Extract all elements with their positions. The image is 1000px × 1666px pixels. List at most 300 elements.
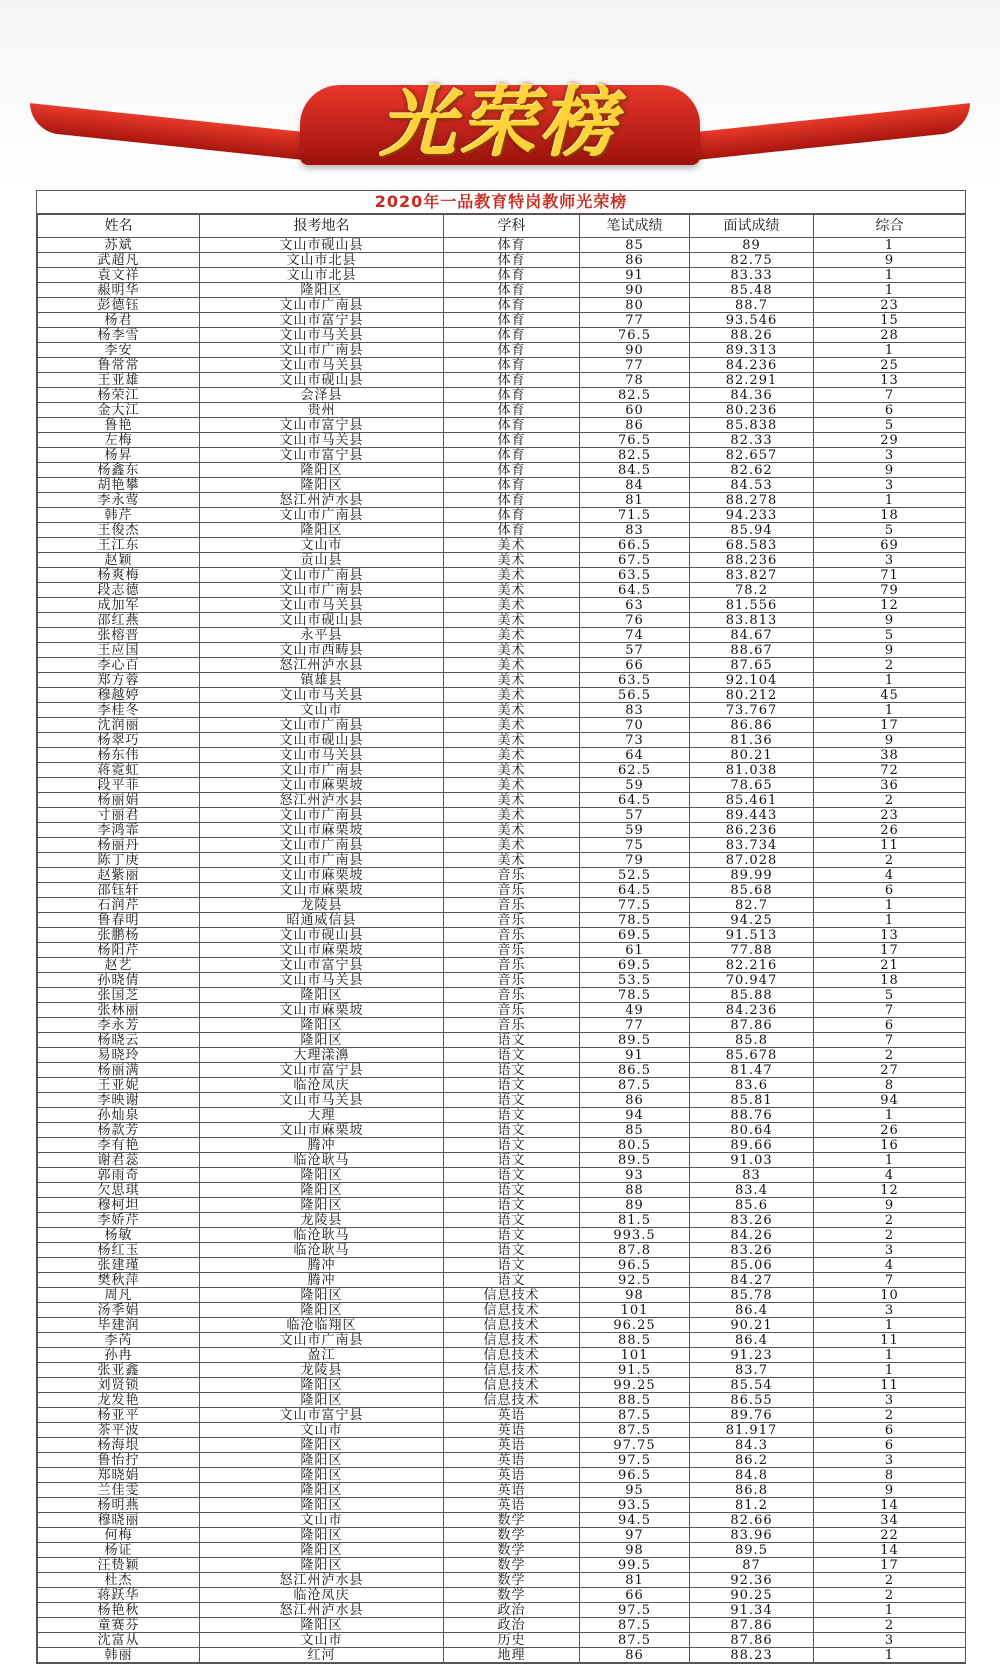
cell-written-score: 86.5 [580, 1063, 690, 1078]
cell-subject: 美术 [444, 763, 580, 778]
cell-written-score: 92.5 [580, 1273, 690, 1288]
table-row [38, 388, 966, 403]
cell-name: 杨爽梅 [38, 568, 200, 583]
cell-location: 贵州 [200, 403, 444, 418]
cell-overall: 13 [814, 373, 966, 388]
cell-overall: 3 [814, 1243, 966, 1258]
cell-written-score: 97.5 [580, 1603, 690, 1618]
cell-name: 赵紫丽 [38, 868, 200, 883]
cell-overall: 3 [814, 553, 966, 568]
cell-written-score: 56.5 [580, 688, 690, 703]
cell-subject: 数学 [444, 1513, 580, 1528]
cell-subject: 语文 [444, 1228, 580, 1243]
cell-overall: 17 [814, 943, 966, 958]
cell-overall: 12 [814, 1183, 966, 1198]
cell-subject: 美术 [444, 673, 580, 688]
cell-written-score: 63 [580, 598, 690, 613]
cell-written-score: 87.5 [580, 1078, 690, 1093]
cell-name: 孙冉 [38, 1348, 200, 1363]
cell-written-score: 97.5 [580, 1453, 690, 1468]
table-row [38, 253, 966, 268]
cell-subject: 音乐 [444, 883, 580, 898]
cell-subject: 语文 [444, 1078, 580, 1093]
cell-subject: 美术 [444, 643, 580, 658]
cell-location: 临沧凤庆 [200, 1078, 444, 1093]
cell-overall: 29 [814, 433, 966, 448]
header-interview-score: 面试成绩 [690, 215, 814, 238]
table-row [38, 1003, 966, 1018]
table-row [38, 658, 966, 673]
cell-interview-score: 83.96 [690, 1528, 814, 1543]
banner [0, 0, 1000, 190]
cell-subject: 信息技术 [444, 1363, 580, 1378]
cell-location: 贡山县 [200, 553, 444, 568]
cell-location: 会泽县 [200, 388, 444, 403]
cell-subject: 语文 [444, 1063, 580, 1078]
table-row [38, 838, 966, 853]
cell-interview-score: 84.236 [690, 1003, 814, 1018]
cell-subject: 语文 [444, 1033, 580, 1048]
cell-name: 赵颖 [38, 553, 200, 568]
cell-interview-score: 86.4 [690, 1303, 814, 1318]
cell-name: 杨证 [38, 1543, 200, 1558]
cell-location: 隆阳区 [200, 1468, 444, 1483]
cell-interview-score: 89.99 [690, 868, 814, 883]
table-row [38, 808, 966, 823]
cell-interview-score: 88.26 [690, 328, 814, 343]
cell-written-score: 83 [580, 703, 690, 718]
cell-interview-score: 89.66 [690, 1138, 814, 1153]
table-row [38, 1123, 966, 1138]
cell-interview-score: 85.8 [690, 1033, 814, 1048]
cell-subject: 音乐 [444, 958, 580, 973]
cell-written-score: 993.5 [580, 1228, 690, 1243]
cell-overall: 3 [814, 1453, 966, 1468]
table-row [38, 1453, 966, 1468]
cell-interview-score: 77.88 [690, 943, 814, 958]
table-row [38, 1633, 966, 1648]
table-row [38, 1153, 966, 1168]
cell-subject: 音乐 [444, 988, 580, 1003]
table-row [38, 1378, 966, 1393]
cell-interview-score: 86.86 [690, 718, 814, 733]
cell-written-score: 57 [580, 643, 690, 658]
cell-written-score: 69.5 [580, 958, 690, 973]
cell-name: 石润芹 [38, 898, 200, 913]
table-row [38, 1363, 966, 1378]
cell-subject: 语文 [444, 1273, 580, 1288]
cell-interview-score: 80.64 [690, 1123, 814, 1138]
cell-interview-score: 85.94 [690, 523, 814, 538]
cell-overall: 7 [814, 1003, 966, 1018]
cell-interview-score: 84.236 [690, 358, 814, 373]
cell-name: 杨李雪 [38, 328, 200, 343]
cell-name: 郭雨奇 [38, 1168, 200, 1183]
cell-overall: 2 [814, 1588, 966, 1603]
table-row [38, 508, 966, 523]
cell-overall: 1 [814, 1108, 966, 1123]
cell-interview-score: 91.03 [690, 1153, 814, 1168]
table-row [38, 1018, 966, 1033]
cell-name: 兰佳雯 [38, 1483, 200, 1498]
cell-subject: 信息技术 [444, 1318, 580, 1333]
cell-subject: 美术 [444, 538, 580, 553]
cell-name: 杨昇 [38, 448, 200, 463]
table-row [38, 718, 966, 733]
cell-interview-score: 91.34 [690, 1603, 814, 1618]
cell-location: 文山市富宁县 [200, 418, 444, 433]
cell-interview-score: 82.66 [690, 1513, 814, 1528]
header-location: 报考地名 [200, 215, 444, 238]
cell-overall: 7 [814, 1033, 966, 1048]
cell-written-score: 85 [580, 1123, 690, 1138]
cell-name: 张林丽 [38, 1003, 200, 1018]
cell-location: 文山市马关县 [200, 688, 444, 703]
cell-location: 盈江 [200, 1348, 444, 1363]
cell-location: 文山市麻栗坡 [200, 778, 444, 793]
cell-written-score: 87.8 [580, 1243, 690, 1258]
cell-overall: 9 [814, 613, 966, 628]
cell-location: 隆阳区 [200, 523, 444, 538]
cell-subject: 语文 [444, 1198, 580, 1213]
cell-overall: 21 [814, 958, 966, 973]
cell-location: 文山市砚山县 [200, 238, 444, 253]
table-row [38, 1423, 966, 1438]
cell-location: 文山市砚山县 [200, 613, 444, 628]
cell-subject: 美术 [444, 688, 580, 703]
cell-overall: 6 [814, 1423, 966, 1438]
cell-name: 鲁春明 [38, 913, 200, 928]
cell-interview-score: 82.75 [690, 253, 814, 268]
cell-interview-score: 83 [690, 1168, 814, 1183]
table-row [38, 418, 966, 433]
cell-name: 杨敏 [38, 1228, 200, 1243]
cell-written-score: 64 [580, 748, 690, 763]
cell-location: 怒江州泸水县 [200, 793, 444, 808]
cell-written-score: 94.5 [580, 1513, 690, 1528]
table-row [38, 1393, 966, 1408]
cell-written-score: 64.5 [580, 793, 690, 808]
table-row [38, 928, 966, 943]
cell-overall: 4 [814, 868, 966, 883]
cell-interview-score: 78.2 [690, 583, 814, 598]
cell-location: 文山市砚山县 [200, 733, 444, 748]
cell-name: 张亚鑫 [38, 1363, 200, 1378]
cell-location: 大理漾濞 [200, 1048, 444, 1063]
cell-name: 王应国 [38, 643, 200, 658]
table-row [38, 733, 966, 748]
cell-written-score: 52.5 [580, 868, 690, 883]
cell-written-score: 62.5 [580, 763, 690, 778]
table-row [38, 1588, 966, 1603]
cell-name: 杨丽丹 [38, 838, 200, 853]
cell-interview-score: 84.36 [690, 388, 814, 403]
cell-location: 隆阳区 [200, 1528, 444, 1543]
cell-name: 杨明燕 [38, 1498, 200, 1513]
cell-name: 王亚妮 [38, 1078, 200, 1093]
cell-subject: 音乐 [444, 1003, 580, 1018]
table-row [38, 1168, 966, 1183]
cell-overall: 2 [814, 1228, 966, 1243]
table-row [38, 448, 966, 463]
cell-subject: 美术 [444, 838, 580, 853]
table-row [38, 1318, 966, 1333]
cell-written-score: 90 [580, 283, 690, 298]
cell-subject: 语文 [444, 1108, 580, 1123]
cell-location: 隆阳区 [200, 1498, 444, 1513]
cell-interview-score: 86.8 [690, 1483, 814, 1498]
cell-name: 杨海垠 [38, 1438, 200, 1453]
cell-interview-score: 78.65 [690, 778, 814, 793]
cell-overall: 11 [814, 1333, 966, 1348]
table-row [38, 463, 966, 478]
cell-subject: 语文 [444, 1123, 580, 1138]
cell-written-score: 59 [580, 778, 690, 793]
cell-name: 邵钰轩 [38, 883, 200, 898]
cell-written-score: 77 [580, 1018, 690, 1033]
cell-name: 杨艳秋 [38, 1603, 200, 1618]
cell-name: 李安 [38, 343, 200, 358]
cell-overall: 13 [814, 928, 966, 943]
cell-overall: 38 [814, 748, 966, 763]
cell-written-score: 101 [580, 1303, 690, 1318]
cell-interview-score: 88.278 [690, 493, 814, 508]
cell-interview-score: 73.767 [690, 703, 814, 718]
cell-overall: 17 [814, 1558, 966, 1573]
cell-overall: 9 [814, 643, 966, 658]
table-row [38, 1498, 966, 1513]
cell-interview-score: 81.47 [690, 1063, 814, 1078]
cell-interview-score: 85.68 [690, 883, 814, 898]
cell-interview-score: 88.236 [690, 553, 814, 568]
cell-written-score: 67.5 [580, 553, 690, 568]
cell-written-score: 98 [580, 1288, 690, 1303]
cell-overall: 26 [814, 1123, 966, 1138]
table-row [38, 1573, 966, 1588]
cell-overall: 23 [814, 298, 966, 313]
cell-overall: 1 [814, 343, 966, 358]
cell-overall: 5 [814, 628, 966, 643]
cell-name: 赵艺 [38, 958, 200, 973]
table-row [38, 943, 966, 958]
cell-name: 童赛芬 [38, 1618, 200, 1633]
cell-written-score: 96.5 [580, 1468, 690, 1483]
table-row [38, 1528, 966, 1543]
cell-name: 陈丁庚 [38, 853, 200, 868]
cell-location: 隆阳区 [200, 1438, 444, 1453]
cell-location: 文山市广南县 [200, 298, 444, 313]
cell-interview-score: 87.65 [690, 658, 814, 673]
cell-subject: 美术 [444, 733, 580, 748]
cell-name: 穆柯坦 [38, 1198, 200, 1213]
cell-written-score: 57 [580, 808, 690, 823]
table-row [38, 1333, 966, 1348]
cell-name: 杨亚平 [38, 1408, 200, 1423]
cell-written-score: 64.5 [580, 883, 690, 898]
cell-name: 易晓玲 [38, 1048, 200, 1063]
cell-subject: 美术 [444, 778, 580, 793]
cell-name: 杜杰 [38, 1573, 200, 1588]
cell-written-score: 82.5 [580, 388, 690, 403]
cell-name: 沈富从 [38, 1633, 200, 1648]
cell-overall: 10 [814, 1288, 966, 1303]
cell-name: 刘贤锁 [38, 1378, 200, 1393]
cell-subject: 语文 [444, 1138, 580, 1153]
cell-interview-score: 84.27 [690, 1273, 814, 1288]
cell-overall: 9 [814, 1483, 966, 1498]
cell-location: 大理 [200, 1108, 444, 1123]
cell-location: 龙陵县 [200, 898, 444, 913]
cell-overall: 8 [814, 1468, 966, 1483]
cell-location: 昭通威信县 [200, 913, 444, 928]
cell-name: 郑晓娟 [38, 1468, 200, 1483]
cell-interview-score: 82.7 [690, 898, 814, 913]
cell-written-score: 78.5 [580, 988, 690, 1003]
header-subject: 学科 [444, 215, 580, 238]
cell-overall: 28 [814, 328, 966, 343]
cell-written-score: 99.5 [580, 1558, 690, 1573]
cell-subject: 体育 [444, 238, 580, 253]
cell-interview-score: 82.657 [690, 448, 814, 463]
cell-location: 临沧耿马 [200, 1243, 444, 1258]
cell-overall: 1 [814, 1363, 966, 1378]
table-row [38, 1198, 966, 1213]
table-row [38, 1258, 966, 1273]
cell-overall: 2 [814, 1408, 966, 1423]
cell-subject: 美术 [444, 628, 580, 643]
cell-subject: 语文 [444, 1093, 580, 1108]
cell-location: 文山市 [200, 1633, 444, 1648]
cell-location: 隆阳区 [200, 463, 444, 478]
cell-subject: 美术 [444, 613, 580, 628]
cell-subject: 音乐 [444, 1018, 580, 1033]
cell-location: 文山市富宁县 [200, 313, 444, 328]
cell-interview-score: 85.461 [690, 793, 814, 808]
cell-written-score: 96.5 [580, 1258, 690, 1273]
table-row [38, 1078, 966, 1093]
cell-location: 文山市广南县 [200, 568, 444, 583]
cell-location: 文山市麻栗坡 [200, 1003, 444, 1018]
cell-written-score: 87.5 [580, 1633, 690, 1648]
cell-interview-score: 89 [690, 238, 814, 253]
cell-interview-score: 87.86 [690, 1633, 814, 1648]
table-row [38, 313, 966, 328]
cell-written-score: 61 [580, 943, 690, 958]
cell-interview-score: 84.26 [690, 1228, 814, 1243]
cell-written-score: 71.5 [580, 508, 690, 523]
cell-interview-score: 87.86 [690, 1018, 814, 1033]
cell-subject: 美术 [444, 718, 580, 733]
cell-interview-score: 86.4 [690, 1333, 814, 1348]
cell-subject: 语文 [444, 1213, 580, 1228]
table-row [38, 1558, 966, 1573]
cell-name: 茶平波 [38, 1423, 200, 1438]
cell-overall: 18 [814, 508, 966, 523]
cell-interview-score: 84.67 [690, 628, 814, 643]
cell-location: 文山市马关县 [200, 748, 444, 763]
cell-overall: 1 [814, 673, 966, 688]
table-row [38, 763, 966, 778]
cell-overall: 12 [814, 598, 966, 613]
cell-overall: 3 [814, 448, 966, 463]
cell-subject: 语文 [444, 1153, 580, 1168]
cell-written-score: 81 [580, 493, 690, 508]
cell-overall: 15 [814, 313, 966, 328]
table-row [38, 1243, 966, 1258]
cell-location: 隆阳区 [200, 1288, 444, 1303]
table-row [38, 1273, 966, 1288]
cell-name: 王江东 [38, 538, 200, 553]
table-row [38, 1648, 966, 1663]
cell-subject: 美术 [444, 568, 580, 583]
cell-location: 文山市马关县 [200, 1093, 444, 1108]
cell-interview-score: 83.33 [690, 268, 814, 283]
cell-written-score: 94 [580, 1108, 690, 1123]
table-row [38, 643, 966, 658]
cell-location: 文山市富宁县 [200, 958, 444, 973]
cell-interview-score: 85.838 [690, 418, 814, 433]
cell-written-score: 80.5 [580, 1138, 690, 1153]
cell-subject: 音乐 [444, 928, 580, 943]
cell-subject: 语文 [444, 1258, 580, 1273]
cell-overall: 7 [814, 1273, 966, 1288]
cell-location: 隆阳区 [200, 1393, 444, 1408]
cell-overall: 22 [814, 1528, 966, 1543]
table-row [38, 1438, 966, 1453]
cell-written-score: 86 [580, 418, 690, 433]
cell-written-score: 76.5 [580, 328, 690, 343]
cell-interview-score: 84.53 [690, 478, 814, 493]
cell-overall: 1 [814, 238, 966, 253]
cell-location: 文山市富宁县 [200, 1063, 444, 1078]
cell-location: 文山市砚山县 [200, 373, 444, 388]
table-row [38, 1513, 966, 1528]
cell-subject: 美术 [444, 553, 580, 568]
cell-written-score: 91 [580, 1048, 690, 1063]
cell-location: 文山市麻栗坡 [200, 1123, 444, 1138]
cell-written-score: 88.5 [580, 1393, 690, 1408]
cell-subject: 政治 [444, 1618, 580, 1633]
cell-name: 袁文祥 [38, 268, 200, 283]
cell-location: 怒江州泸水县 [200, 1603, 444, 1618]
table-row [38, 283, 966, 298]
cell-location: 文山市广南县 [200, 343, 444, 358]
cell-location: 文山市 [200, 1423, 444, 1438]
cell-location: 文山市广南县 [200, 583, 444, 598]
cell-subject: 信息技术 [444, 1288, 580, 1303]
cell-subject: 体育 [444, 313, 580, 328]
cell-interview-score: 82.216 [690, 958, 814, 973]
cell-location: 隆阳区 [200, 283, 444, 298]
cell-interview-score: 81.038 [690, 763, 814, 778]
cell-location: 怒江州泸水县 [200, 1573, 444, 1588]
cell-name: 段志德 [38, 583, 200, 598]
table-row [38, 988, 966, 1003]
cell-name: 王亚雄 [38, 373, 200, 388]
header-name: 姓名 [38, 215, 200, 238]
cell-subject: 政治 [444, 1603, 580, 1618]
table-row [38, 1483, 966, 1498]
cell-subject: 美术 [444, 823, 580, 838]
cell-subject: 美术 [444, 598, 580, 613]
table-row [38, 793, 966, 808]
cell-interview-score: 82.62 [690, 463, 814, 478]
table-row [38, 823, 966, 838]
cell-name: 李娇芹 [38, 1213, 200, 1228]
cell-location: 隆阳区 [200, 1168, 444, 1183]
cell-written-score: 60 [580, 403, 690, 418]
table-row [38, 373, 966, 388]
